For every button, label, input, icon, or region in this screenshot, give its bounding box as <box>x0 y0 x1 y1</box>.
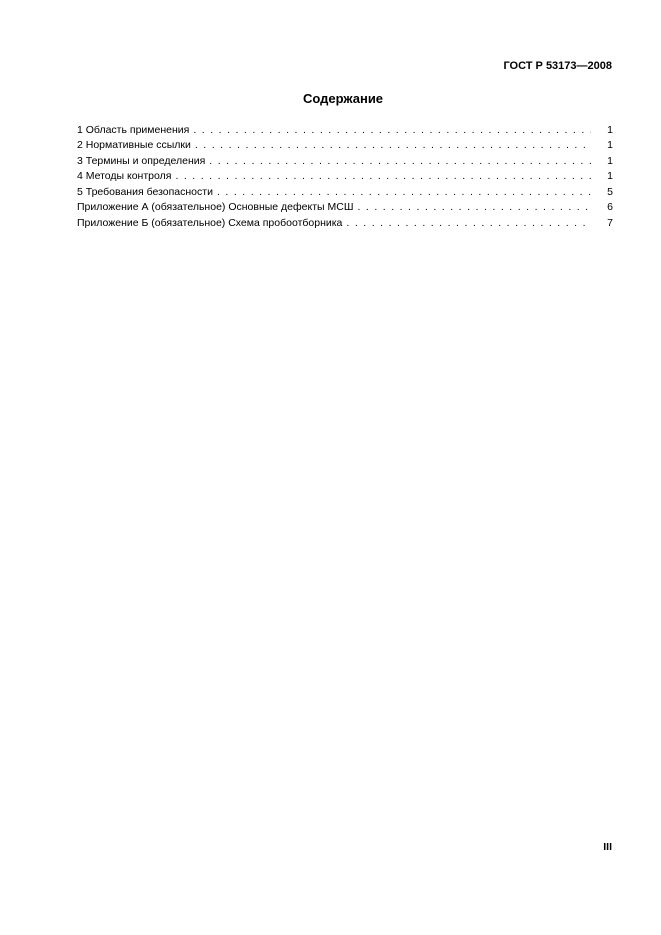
document-id: ГОСТ Р 53173—2008 <box>503 60 612 72</box>
toc-leader-dots <box>209 155 591 168</box>
toc-entry-label: 5 Требования безопасности <box>77 185 213 198</box>
toc-entry-label: 4 Методы контроля <box>77 170 172 182</box>
toc-entry-page: 1 <box>607 123 613 136</box>
toc-entry-label: Приложение Б (обязательное) Схема пробоотборника <box>77 216 343 229</box>
toc-leader-dots <box>193 124 591 137</box>
toc-entry-safety[interactable] <box>77 183 613 199</box>
toc-entry-methods[interactable] <box>77 168 613 184</box>
toc-entry-page: 6 <box>607 201 613 213</box>
toc-entry-label: 2 Нормативные ссылки <box>77 139 191 151</box>
toc-entry-label: 3 Термины и определения <box>77 154 206 167</box>
toc-leader-dots <box>175 170 591 183</box>
toc-entry-appendix-a[interactable] <box>77 199 613 215</box>
toc-entry-page: 1 <box>607 154 613 167</box>
toc-entry-terms[interactable] <box>77 152 613 168</box>
toc-entry-scope[interactable] <box>77 121 613 137</box>
toc-leader-dots <box>195 139 591 152</box>
toc-entry-label: 1 Область применения <box>77 123 190 136</box>
page-number: III <box>603 841 612 853</box>
toc-entry-appendix-b[interactable] <box>77 214 613 230</box>
toc-title: Содержание <box>302 91 384 106</box>
toc-entry-page: 1 <box>607 139 613 151</box>
toc-entry-page: 7 <box>607 216 613 229</box>
toc-entry-label: Приложение А (обязательное) Основные дефекты МСШ <box>77 201 354 213</box>
toc-leader-dots <box>217 186 591 199</box>
toc-leader-dots <box>357 201 591 214</box>
toc-entry-page: 1 <box>607 170 613 182</box>
toc-entry-references[interactable] <box>77 137 613 153</box>
toc-entry-page: 5 <box>607 185 613 198</box>
toc-leader-dots <box>346 217 591 230</box>
table-of-contents <box>77 121 613 230</box>
